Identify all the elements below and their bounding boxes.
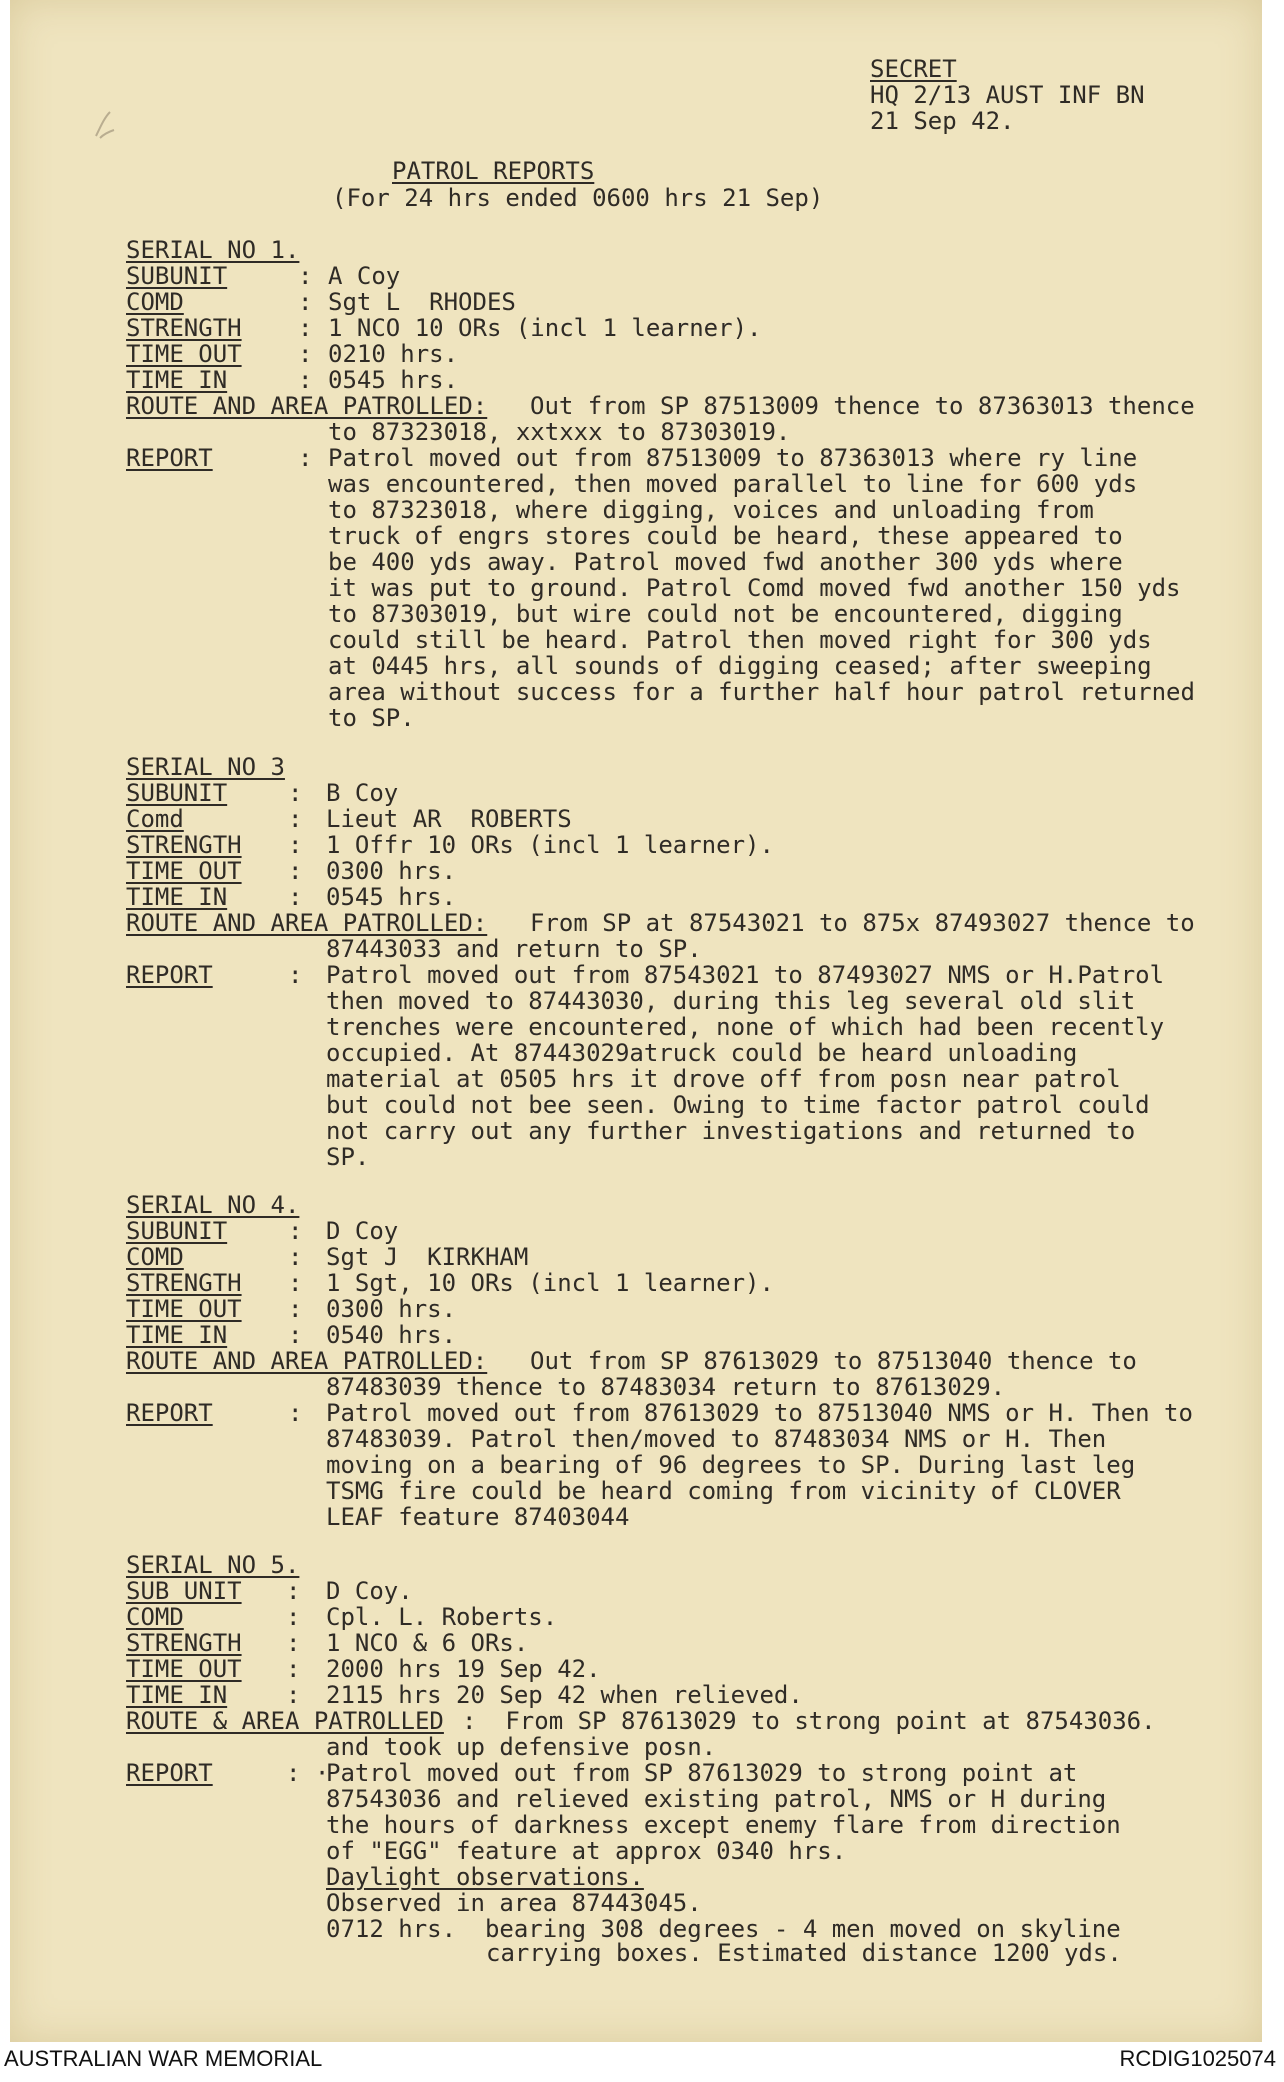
field-separator: :	[288, 883, 303, 911]
report-line: Patrol moved out from 87513009 to 87363013 where ry line	[328, 444, 1138, 472]
route-text: : From SP 87613029 to strong point at 87543036.	[462, 1707, 1156, 1735]
field-value: 1 NCO 10 ORs (incl 1 learner).	[328, 314, 762, 342]
route-label: ROUTE AND AREA PATROLLED:	[126, 392, 488, 420]
route-text: and took up defensive posn.	[326, 1733, 717, 1761]
field-label: SUB UNIT	[126, 1577, 242, 1605]
field-label: TIME OUT	[126, 1295, 242, 1323]
report-line: 87483039. Patrol then/moved to 87483034 NMS or H. Then	[326, 1425, 1107, 1453]
report-line: it was put to ground. Patrol Comd moved fwd another 150 yds	[328, 574, 1181, 602]
field-label: STRENGTH	[126, 1629, 242, 1657]
field-value: D Coy	[326, 1217, 399, 1245]
page-subtitle: (For 24 hrs ended 0600 hrs 21 Sep)	[332, 184, 824, 212]
field-label: STRENGTH	[126, 314, 242, 342]
field-separator: :	[298, 444, 313, 472]
field-value: B Coy	[326, 779, 399, 807]
field-separator: :	[286, 1603, 301, 1631]
report-label: REPORT	[126, 961, 213, 989]
field-label: COMD	[126, 288, 184, 316]
route-label: ROUTE & AREA PATROLLED	[126, 1707, 444, 1735]
daylight-heading: Daylight observations.	[326, 1863, 644, 1891]
serial-title: SERIAL NO 4.	[126, 1191, 300, 1219]
field-label: SUBUNIT	[126, 1217, 228, 1245]
field-value: 1 NCO & 6 ORs.	[326, 1629, 529, 1657]
field-value: 0210 hrs.	[328, 340, 459, 368]
field-value: 0540 hrs.	[326, 1321, 457, 1349]
field-separator: :	[288, 1269, 303, 1297]
field-separator: :	[288, 1295, 303, 1323]
pencil-mark-icon	[92, 108, 118, 142]
report-line: be 400 yds away. Patrol moved fwd another 300 yds where	[328, 548, 1123, 576]
field-separator: :	[298, 314, 313, 342]
report-line: moving on a bearing of 96 degrees to SP. During last leg	[326, 1451, 1136, 1479]
daylight-line: Observed in area 87443045.	[326, 1889, 702, 1917]
report-line: Patrol moved out from 87543021 to 87493027 NMS or H.Patrol	[326, 961, 1165, 989]
field-separator: :	[288, 831, 303, 859]
field-separator: :	[288, 1321, 303, 1349]
report-line: was encountered, then moved parallel to line for 600 yds	[328, 470, 1138, 498]
classification-label: SECRET	[870, 55, 957, 83]
field-separator: :	[288, 805, 303, 833]
report-line: not carry out any further investigations and returned to	[326, 1117, 1136, 1145]
field-label: STRENGTH	[126, 831, 242, 859]
field-label: TIME IN	[126, 883, 228, 911]
field-value: Lieut AR ROBERTS	[326, 805, 572, 833]
field-separator: :	[286, 1577, 301, 1605]
route-label: ROUTE AND AREA PATROLLED:	[126, 1347, 488, 1375]
field-value: 0300 hrs.	[326, 857, 457, 885]
report-label: REPORT	[126, 1399, 213, 1427]
serial-title: SERIAL NO 5.	[126, 1551, 300, 1579]
field-value: Sgt J KIRKHAM	[326, 1243, 529, 1271]
field-label: SUBUNIT	[126, 779, 228, 807]
field-separator: :	[298, 340, 313, 368]
report-line: could still be heard. Patrol then moved right for 300 yds	[328, 626, 1152, 654]
report-line: material at 0505 hrs it drove off from posn near patrol	[326, 1065, 1121, 1093]
daylight-line: carrying boxes. Estimated distance 1200 yds.	[486, 1939, 1122, 1967]
document-header	[870, 56, 1145, 134]
report-line: then moved to 87443030, during this leg several old slit	[326, 987, 1136, 1015]
field-value: 1 Offr 10 ORs (incl 1 learner).	[326, 831, 774, 859]
page-title: PATROL REPORTS	[392, 157, 595, 185]
field-separator: :	[286, 1629, 301, 1657]
field-value: 0545 hrs.	[328, 366, 459, 394]
field-separator: :	[288, 857, 303, 885]
field-separator: :	[298, 262, 313, 290]
report-line: trenches were encountered, none of which had been recently	[326, 1013, 1165, 1041]
field-label: COMD	[126, 1243, 184, 1271]
report-line: to 87303019, but wire could not be encountered, digging	[328, 600, 1123, 628]
field-label: SUBUNIT	[126, 262, 228, 290]
report-line: occupied. At 87443029atruck could be heard unloading	[326, 1039, 1078, 1067]
report-line: the hours of darkness except enemy flare from direction	[326, 1811, 1121, 1839]
route-label: ROUTE AND AREA PATROLLED:	[126, 909, 488, 937]
route-text: to 87323018, xxtxxx to 87303019.	[328, 418, 791, 446]
field-separator: :	[288, 961, 303, 989]
route-text: From SP at 87543021 to 875x 87493027 thence to	[530, 909, 1195, 937]
document-page	[10, 0, 1262, 2042]
field-label: TIME IN	[126, 1681, 228, 1709]
report-line: TSMG fire could be heard coming from vicinity of CLOVER	[326, 1477, 1121, 1505]
field-label: TIME OUT	[126, 857, 242, 885]
report-line: but could not bee seen. Owing to time factor patrol could	[326, 1091, 1150, 1119]
field-separator: :	[288, 1217, 303, 1245]
report-line: to 87323018, where digging, voices and unloading from	[328, 496, 1094, 524]
report-label: REPORT	[126, 1759, 213, 1787]
report-line: Patrol moved out from 87613029 to 87513040 NMS or H. Then to	[326, 1399, 1193, 1427]
report-line: at 0445 hrs, all sounds of digging ceased; after sweeping	[328, 652, 1152, 680]
report-line: of "EGG" feature at approx 0340 hrs.	[326, 1837, 847, 1865]
report-line: Patrol moved out from SP 87613029 to strong point at	[326, 1759, 1078, 1787]
field-label: COMD	[126, 1603, 184, 1631]
field-label: TIME OUT	[126, 340, 242, 368]
field-separator: : ·	[286, 1759, 330, 1787]
field-separator: :	[298, 366, 313, 394]
field-separator: :	[288, 779, 303, 807]
field-value: Cpl. L. Roberts.	[326, 1603, 558, 1631]
report-line: SP.	[326, 1143, 370, 1171]
field-value: 1 Sgt, 10 ORs (incl 1 learner).	[326, 1269, 774, 1297]
archive-reference-id: RCDIG1025074	[1119, 2046, 1276, 2071]
field-separator: :	[298, 288, 313, 316]
daylight-line: 0712 hrs. bearing 308 degrees - 4 men moved on skyline	[326, 1915, 1121, 1943]
unit-name: HQ 2/13 AUST INF BN	[870, 81, 1145, 109]
field-label: TIME IN	[126, 366, 228, 394]
route-text: 87483039 thence to 87483034 return to 87613029.	[326, 1373, 1006, 1401]
route-text: 87443033 and return to SP.	[326, 935, 702, 963]
field-value: 2115 hrs 20 Sep 42 when relieved.	[326, 1681, 803, 1709]
report-label: REPORT	[126, 444, 213, 472]
field-separator: :	[286, 1681, 301, 1709]
field-label: Comd	[126, 805, 184, 833]
report-line: truck of engrs stores could be heard, these appeared to	[328, 522, 1123, 550]
field-separator: :	[288, 1399, 303, 1427]
field-label: STRENGTH	[126, 1269, 242, 1297]
field-separator: :	[288, 1243, 303, 1271]
field-value: 0545 hrs.	[326, 883, 457, 911]
field-separator: :	[286, 1655, 301, 1683]
field-value: Sgt L RHODES	[328, 288, 516, 316]
archive-source-label: AUSTRALIAN WAR MEMORIAL	[4, 2046, 323, 2071]
field-label: TIME IN	[126, 1321, 228, 1349]
route-text: Out from SP 87513009 thence to 87363013 thence	[530, 392, 1195, 420]
report-line: LEAF feature 87403044	[326, 1503, 630, 1531]
serial-title: SERIAL NO 1.	[126, 236, 300, 264]
report-line: to SP.	[328, 704, 415, 732]
field-value: 0300 hrs.	[326, 1295, 457, 1323]
field-value: D Coy.	[326, 1577, 413, 1605]
report-line: 87543036 and relieved existing patrol, NMS or H during	[326, 1785, 1107, 1813]
field-value: 2000 hrs 19 Sep 42.	[326, 1655, 601, 1683]
report-line: area without success for a further half hour patrol returned	[328, 678, 1195, 706]
document-date: 21 Sep 42.	[870, 107, 1015, 135]
route-text: Out from SP 87613029 to 87513040 thence to	[530, 1347, 1137, 1375]
serial-title: SERIAL NO 3	[126, 753, 285, 781]
field-value: A Coy	[328, 262, 401, 290]
field-label: TIME OUT	[126, 1655, 242, 1683]
